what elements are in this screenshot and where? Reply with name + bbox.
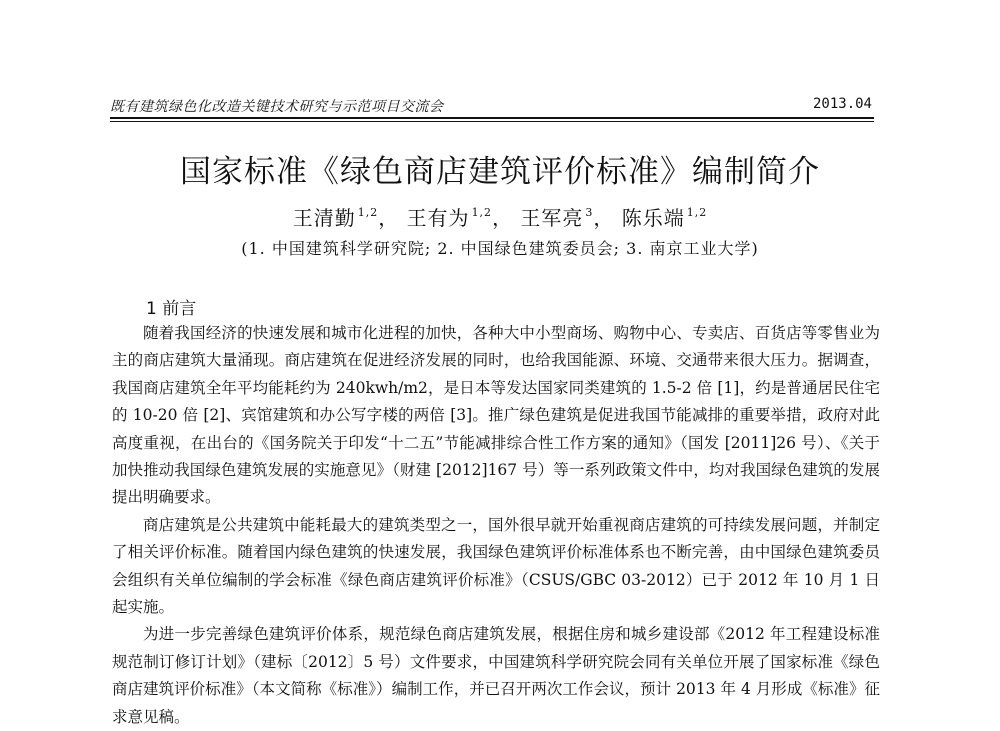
author-affiliation-mark: 1,2 <box>471 206 493 219</box>
affiliations: (1. 中国建筑科学研究院; 2. 中国绿色建筑委员会; 3. 南京工业大学) <box>241 239 759 258</box>
running-header-date: 2013.04 <box>812 96 872 112</box>
header-rule <box>110 117 874 119</box>
paper-title: 国家标准《绿色商店建筑评价标准》编制简介 <box>180 154 820 190</box>
author-name: 王军亮 <box>520 206 584 230</box>
author-separator: ， <box>593 206 615 230</box>
author-affiliation-mark: 1,2 <box>686 206 708 219</box>
author-affiliation-mark: 1,2 <box>357 206 379 219</box>
section-heading: 1 前言 <box>146 299 197 319</box>
author-list <box>0 202 1000 231</box>
running-header-journal: 既有建筑绿色化改造关键技术研究与示范项目交流会 <box>110 99 444 115</box>
paragraph: 商店建筑是公共建筑中能耗最大的建筑类型之一，国外很早就开始重视商店建筑的可持续发展问题，并制定了相关评价标准。随着国内绿色建筑的快速发展，我国绿色建筑评价标准体系也不断完善，由中国绿色建筑委员会组织有关单位编制的学会标准《绿色商店建筑评价标准》（CSUS/GBC 03-2012）已于 2012 年 10 月 1 日起实施。 <box>112 515 880 617</box>
header-rule-thin <box>110 121 874 122</box>
paragraph: 为进一步完善绿色建筑评价体系，规范绿色商店建筑发展，根据住房和城乡建设部《2012 年工程建设标准规范制订修订计划》（建标〔2012〕5 号）文件要求，中国建筑科学研究院会同有关单位开展了国家标准《绿色商店建筑评价标准》（本文简称《标准》）编制工作，并已召开两次工作会议，预计 2013 年 4 月形成《标准》征求意见稿。 <box>112 625 880 726</box>
author-name: 王有为 <box>406 206 470 230</box>
author-name: 王清勤 <box>292 206 356 230</box>
author-name: 陈乐端 <box>621 206 685 230</box>
author-separator: ， <box>378 206 400 230</box>
paragraph: 随着我国经济的快速发展和城市化进程的加快，各种大中小型商场、购物中心、专卖店、百货店等零售业为主的商店建筑大量涌现。商店建筑在促进经济发展的同时，也给我国能源、环境、交通带来很大压力。据调查，我国商店建筑全年平均能耗约为 240kwh/m2，是日本等发达国家同类建筑的 1.5-2 倍 [1]，约是普通居民住宅的 10-20 倍 [2]、宾馆建筑和办公写字楼的两倍 [3]。推广绿色建筑是促进我国节能减排的重要举措，政府对此高度重视，在出台的《国务院关于印发“十二五”节能减排综合性工作方案的通知》（国发 [2011]26 号）、《关于加快推动我国绿色建筑发展的实施意见》（财建 [2012]167 号）等一系列政策文件中，均对我国绿色建筑的发展提出明确要求。 <box>112 324 880 507</box>
body-text <box>112 320 880 731</box>
author-separator: ， <box>492 206 514 230</box>
author-affiliation-mark: 3 <box>585 206 594 219</box>
